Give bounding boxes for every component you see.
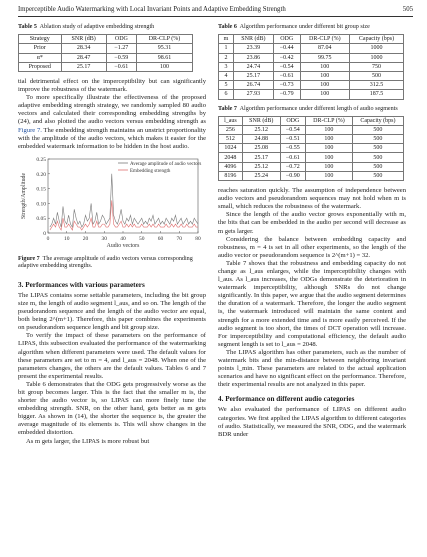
table7-header-row [219, 116, 404, 125]
table6-cell: 100 [300, 62, 349, 71]
x-tick-label: 60 [157, 235, 164, 242]
table5-caption [18, 24, 206, 31]
table6-cell: 100 [300, 90, 349, 99]
table5-cell: −0.59 [106, 53, 136, 62]
table6-cell: −0.73 [273, 81, 300, 90]
table5-cell: 25.17 [61, 62, 106, 71]
amplitude-series-line [50, 174, 198, 227]
right-paragraph-2: Since the length of the audio vector grows exponentially with m, the bits that can be embedded in the audio per second will decrease as m gets larger. [218, 211, 406, 235]
table7-header-cell: SNR (dB) [242, 116, 280, 125]
table7-cell: 100 [306, 162, 353, 171]
table5 [18, 34, 193, 72]
table5-cell: Prior [19, 44, 62, 53]
left-paragraph-1: tial detrimental effect on the imperceptibility but can significantly improve the robustness of the watermark. [18, 77, 206, 94]
table6-caption-text: Algorithm performance under different bit group size [239, 24, 370, 30]
running-header [18, 6, 413, 18]
table6-cell: 87.04 [300, 44, 349, 53]
table6-label: Table 6 [218, 24, 237, 30]
table5-header-cell: DR-CLP (%) [137, 35, 193, 44]
table6-cell: 27.93 [233, 90, 273, 99]
table-row [219, 81, 404, 90]
table6-cell: 100 [300, 81, 349, 90]
figure7-link[interactable]: Figure 7. [18, 126, 42, 134]
y-tick-label: 0.10 [36, 201, 46, 208]
table7-body [219, 125, 404, 180]
table6-cell: 6 [219, 90, 234, 99]
left-paragraph-2-text: To more specifically illustrate the effectiveness of the proposed adaptive embedding strength strategy, we randomly sampled 80 audio vectors and calculated their corresponding embedding strengths by (24), and also plotted the audio vectors versus embedding strength as [18, 94, 206, 126]
y-axis-label: Strength/Amplitude [21, 172, 27, 219]
table6-cell: 312.5 [350, 81, 404, 90]
table7-cell: 100 [306, 135, 353, 144]
table6-body [219, 44, 404, 99]
table5-cell: 28.34 [61, 44, 106, 53]
table7-cell: 25.12 [242, 162, 280, 171]
figure7 [18, 155, 206, 275]
table7-cell: 256 [219, 125, 243, 134]
table7-cell: 500 [352, 135, 403, 144]
header-rule [18, 16, 413, 17]
table7-header-cell: ODG [280, 116, 305, 125]
table5-cell: 98.61 [137, 53, 193, 62]
table6-cell: 1000 [350, 53, 404, 62]
x-tick-label: 0 [46, 235, 50, 242]
table6-cell: 4 [219, 71, 234, 80]
table7-cell: 100 [306, 153, 353, 162]
table7-cell: 500 [352, 171, 403, 180]
table7-cell: 500 [352, 144, 403, 153]
figure7-chart [18, 155, 206, 251]
table7-header-cell: DR-CLP (%) [306, 116, 353, 125]
table5-label: Table 5 [18, 24, 37, 30]
y-tick-label: 0.05 [36, 215, 46, 222]
table7-cell: 24.88 [242, 135, 280, 144]
table5-cell: Proposed [19, 62, 62, 71]
table6-cell: −0.44 [273, 44, 300, 53]
x-tick-label: 40 [120, 235, 126, 242]
table7-cell: 100 [306, 125, 353, 134]
table6 [218, 34, 404, 99]
table-row [19, 53, 193, 62]
x-tick-label: 30 [101, 235, 107, 242]
y-tick-label: 0.25 [36, 156, 46, 163]
table5-cell: −1.27 [106, 44, 136, 53]
page-number: 505 [402, 6, 413, 13]
table-row [219, 171, 404, 180]
section4-heading: 4. Performance on different audio categories [218, 395, 355, 404]
table7-cell: −0.90 [280, 171, 305, 180]
table5-cell: 28.47 [61, 53, 106, 62]
table7-cell: 25.08 [242, 144, 280, 153]
left-paragraph-2 [18, 94, 206, 151]
table7-cell: 8196 [219, 171, 243, 180]
table7-header-cell: l_aus [219, 116, 243, 125]
left-column [18, 24, 206, 446]
table6-caption [218, 24, 406, 31]
table6-cell: −0.79 [273, 90, 300, 99]
table6-header-cell: Capacity (bps) [350, 35, 404, 44]
x-tick-label: 70 [176, 235, 182, 242]
table6-cell: 3 [219, 62, 234, 71]
table7-cell: 25.24 [242, 171, 280, 180]
table-row [19, 44, 193, 53]
section3-paragraph-2: To verify the impact of these parameters on the performance of LIPAS, this subsection evaluated the performance of the watermarking algorithm when different parameters were used. The default values for these parameters are set to m = 4, and l_aus = 2048. When one of the parameters changes, the others are the default values. Tables 6 and 7 present the experimental results. [18, 332, 206, 380]
legend-entry: Embedding strength [130, 168, 171, 174]
table6-cell: 187.5 [350, 90, 404, 99]
table6-header-cell: ODG [273, 35, 300, 44]
table-row [219, 144, 404, 153]
x-tick-label: 50 [139, 235, 145, 242]
table6-cell: 100 [300, 71, 349, 80]
y-tick-label: 0.15 [36, 186, 46, 193]
table6-cell: 2 [219, 53, 234, 62]
table5-cell: α* [19, 53, 62, 62]
table7-cell: 100 [306, 171, 353, 180]
table7-cell: 2048 [219, 153, 243, 162]
table6-cell: 24.74 [233, 62, 273, 71]
table6-cell: 23.86 [233, 53, 273, 62]
table5-header-cell: Strategy [19, 35, 62, 44]
table7-cell: 100 [306, 144, 353, 153]
table7-cell: −0.51 [280, 135, 305, 144]
table7 [218, 116, 404, 181]
section3-paragraph-4: As m gets larger, the LIPAS is more robust but [26, 437, 150, 445]
table7-cell: 4096 [219, 162, 243, 171]
table-row [219, 90, 404, 99]
y-tick-label: 0 [43, 230, 46, 237]
table7-caption-text: Algorithm performance under different length of audio segments [239, 105, 398, 112]
legend-entry: Average amplitude of audio vectors [130, 161, 202, 167]
table-row [219, 62, 404, 71]
table6-cell: −0.54 [273, 62, 300, 71]
figure7-caption-text: The average amplitude of audio vectors versus corresponding adaptive embedding strengths. [18, 255, 193, 270]
right-paragraph-6: We also evaluated the performance of LIPAS on different audio categories. We first applied the LIPAS algorithm to different categories of audio. Statistically, we measured the SNR, ODG, and the watermark BDR under [218, 406, 406, 438]
table6-cell: 5 [219, 81, 234, 90]
table-row [19, 62, 193, 71]
table6-header-cell: DR-CLP (%) [300, 35, 349, 44]
table7-label: Table 7 [218, 105, 237, 112]
table7-cell: −0.54 [280, 125, 305, 134]
table6-cell: −0.42 [273, 53, 300, 62]
right-paragraph-3: Considering the balance between embedding capacity and robustness, m = 4 is set in all other experiments, so the length of the audio vector or pseudorandom sequence is 2^(m+1) = 32. [218, 235, 406, 259]
y-tick-label: 0.20 [36, 171, 46, 178]
table6-header-row [219, 35, 404, 44]
table5-header-cell: SNR (dB) [61, 35, 106, 44]
table-row [219, 53, 404, 62]
table5-caption-text: Ablation study of adaptive embedding strength [39, 24, 155, 30]
right-paragraph-1: reaches saturation quickly. The assumption of independence between audio vectors and pseudorandom sequences may not hold when m is small, which reduces the robustness of the watermark. [218, 187, 406, 211]
x-tick-label: 80 [195, 235, 201, 242]
table-row [219, 71, 404, 80]
table5-body [19, 44, 193, 72]
table7-cell: 1024 [219, 144, 243, 153]
table-row [219, 162, 404, 171]
table6-cell: 750 [350, 62, 404, 71]
table6-cell: 500 [350, 71, 404, 80]
table7-cell: −0.72 [280, 162, 305, 171]
right-paragraph-4: Table 7 shows that the robustness and embedding capacity do not change as l_aus enlarges, while the imperceptibility changes with l_aus. As l_aus increases, the ODGs demonstrate the deterioration in watermark imperceptibility, although SNRs do not change significantly. In this paper, we argue that the audio segment determines the duration of a watermark. Therefore, the longer the audio segment is, the watermark introduced will maintain the same content and strength for a more extended time and is more easily perceived. If the audio segment is too short, the times of DCT operation will increase. For imperceptibility and computational efficiency, the default audio segment length is set to l_aus = 2048. [218, 259, 406, 348]
table6-cell: 26.74 [233, 81, 273, 90]
table-row [219, 44, 404, 53]
table5-header-row [19, 35, 193, 44]
section3-paragraph-1: The LIPAS contains some settable parameters, including the bit group size m, the length of audio segment l_aus, and so on. The length of the pseudorandom sequence and the length of the audio vector are equal, both being 2^(m+1). Therefore, this paper combines the experiments on pseudorandom sequence length and bit group size. [18, 291, 206, 332]
table6-cell: 23.39 [233, 44, 273, 53]
table7-cell: 25.17 [242, 153, 280, 162]
table-row [219, 125, 404, 134]
table7-header-cell: Capacity (bps) [352, 116, 403, 125]
table6-cell: 25.17 [233, 71, 273, 80]
table5-header-cell: ODG [106, 35, 136, 44]
x-axis-label: Audio vectors [106, 242, 140, 249]
table7-cell: −0.61 [280, 153, 305, 162]
table6-cell: −0.61 [273, 71, 300, 80]
table7-cell: 500 [352, 125, 403, 134]
table7-cell: −0.55 [280, 144, 305, 153]
table7-cell: 512 [219, 135, 243, 144]
table6-header-cell: SNR (dB) [233, 35, 273, 44]
figure7-caption [18, 256, 206, 270]
running-title: Imperceptible Audio Watermarking with Local Invariant Points and Adaptive Embedding Strength [18, 6, 286, 13]
table5-cell: 100 [137, 62, 193, 71]
table6-cell: 1000 [350, 44, 404, 53]
right-paragraph-5: The LIPAS algorithm has other parameters, such as the number of watermark bits and the min-distance between neighboring invariant points l_min. These parameters are related to the actual application scenarios and have no significant effect on the performance. Therefore, their experimental results are not analyzed in this paper. [218, 348, 406, 389]
table-row [219, 153, 404, 162]
table5-cell: −0.61 [106, 62, 136, 71]
table7-cell: 500 [352, 153, 403, 162]
table7-cell: 500 [352, 162, 403, 171]
table-row [219, 135, 404, 144]
left-paragraph-2-text-b: The embedding strength maintains an unstrict proportionality with the amplitude of the audio vectors, which makes it easier for the embedded watermark information to be hidden in the host audio. [18, 126, 206, 150]
x-tick-label: 20 [82, 235, 89, 242]
section3-heading: 3. Performances with various parameters [18, 280, 145, 289]
table7-cell: 25.12 [242, 125, 280, 134]
table6-cell: 99.75 [300, 53, 349, 62]
section3-paragraph-3: Table 6 demonstrates that the ODG gets progressively worse as the bit group becomes larger. This is the fact that the smaller m is, the shorter the audio vector is, so LIPAS can more finely tune the embedding strength. SNR, on the other hand, gets better as m gets bigger. As shown in (14), the shorter the sequence is, the greater the average magnitude of its elements is. This will show changes in the embedded distortion. [18, 380, 206, 437]
x-tick-label: 10 [64, 235, 70, 242]
table5-cell: 95.31 [137, 44, 193, 53]
figure7-label: Figure 7 [18, 255, 40, 262]
right-column [218, 24, 406, 439]
table7-caption [218, 106, 406, 113]
table6-header-cell: m [219, 35, 234, 44]
table6-cell: 1 [219, 44, 234, 53]
